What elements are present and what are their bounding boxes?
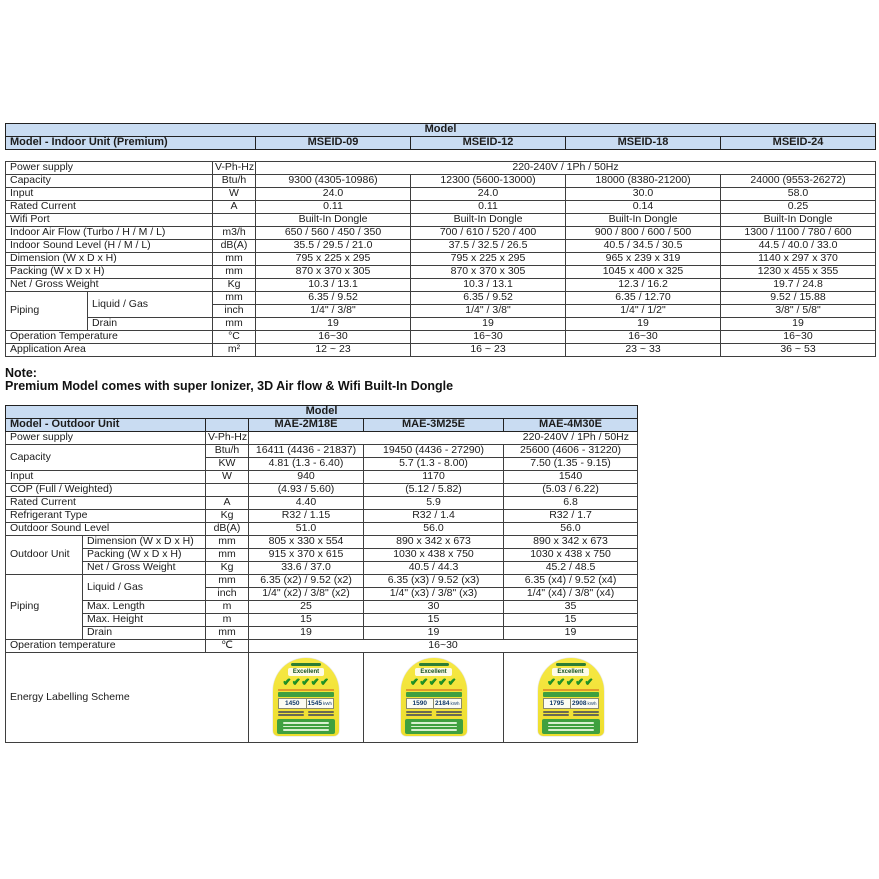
energy-label-cell bbox=[504, 652, 638, 742]
spec-value: 45.2 / 48.5 bbox=[504, 561, 638, 574]
spec-label: Application Area bbox=[6, 343, 213, 356]
spec-value: 795 x 225 x 295 bbox=[411, 252, 566, 265]
spec-group-label: Piping bbox=[6, 574, 83, 639]
indoor-model-name: MSEID-18 bbox=[566, 136, 721, 149]
spec-value: 12 ~ 23 bbox=[256, 343, 411, 356]
spec-value: 15 bbox=[504, 613, 638, 626]
spec-sublabel: Liquid / Gas bbox=[83, 574, 206, 600]
spec-value: 16411 (4436 - 21837) bbox=[249, 444, 364, 457]
indoor-model-name: MSEID-24 bbox=[721, 136, 876, 149]
table-row bbox=[6, 535, 638, 548]
sticker-band bbox=[406, 692, 462, 697]
sticker-consumption bbox=[406, 698, 462, 709]
spec-value: 6.8 bbox=[504, 496, 638, 509]
spec-sublabel: Max. Length bbox=[83, 600, 206, 613]
spec-value: 24000 (9553-26272) bbox=[721, 174, 876, 187]
spec-unit: inch bbox=[206, 587, 249, 600]
spec-value: 650 / 560 / 450 / 350 bbox=[256, 226, 411, 239]
table-row bbox=[6, 187, 876, 200]
spec-value: 24.0 bbox=[256, 187, 411, 200]
spec-value: 6.35 (x4) / 9.52 (x4) bbox=[504, 574, 638, 587]
spec-label: Input bbox=[6, 470, 206, 483]
spec-value: Built-In Dongle bbox=[256, 213, 411, 226]
indoor-header-table bbox=[5, 123, 876, 150]
spec-value: 1030 x 438 x 750 bbox=[504, 548, 638, 561]
spec-value: 44.5 / 40.0 / 33.0 bbox=[721, 239, 876, 252]
spec-value: 5.9 bbox=[364, 496, 504, 509]
spec-group-label: Piping bbox=[6, 291, 88, 330]
sticker-band bbox=[278, 689, 334, 691]
spec-value: 1/4" (x2) / 3/8" (x2) bbox=[249, 587, 364, 600]
spec-value: 6.35 (x2) / 9.52 (x2) bbox=[249, 574, 364, 587]
sticker-footer bbox=[542, 719, 600, 734]
table-row bbox=[6, 343, 876, 356]
sticker-fine-print bbox=[406, 711, 462, 717]
spec-sublabel: Drain bbox=[83, 626, 206, 639]
spec-value: 4.40 bbox=[249, 496, 364, 509]
spec-label: Capacity bbox=[6, 444, 206, 470]
spec-unit: mm bbox=[206, 574, 249, 587]
spec-unit: mm bbox=[213, 265, 256, 278]
outdoor-model-name: MAE-2M18E bbox=[249, 418, 364, 431]
spec-value: 1030 x 438 x 750 bbox=[364, 548, 504, 561]
spec-value: (5.12 / 5.82) bbox=[364, 483, 504, 496]
table-row bbox=[6, 239, 876, 252]
outdoor-table-title: Model - Outdoor Unit bbox=[6, 418, 206, 431]
spec-value: 870 x 370 x 305 bbox=[411, 265, 566, 278]
spec-unit: mm bbox=[213, 252, 256, 265]
spec-value: 25600 (4606 - 31220) bbox=[504, 444, 638, 457]
spec-unit: m bbox=[206, 600, 249, 613]
note bbox=[5, 367, 879, 393]
spec-unit: dB(A) bbox=[213, 239, 256, 252]
spec-value: 36 ~ 53 bbox=[721, 343, 876, 356]
sticker-value: 2908 kWh bbox=[572, 700, 597, 708]
spec-unit: m² bbox=[213, 343, 256, 356]
spec-unit: Kg bbox=[213, 278, 256, 291]
spec-value: 15 bbox=[249, 613, 364, 626]
energy-sticker bbox=[273, 658, 339, 736]
table-row bbox=[6, 626, 638, 639]
spec-unit: Kg bbox=[206, 561, 249, 574]
spec-value: 9.52 / 15.88 bbox=[721, 291, 876, 304]
spec-label: Refrigerant Type bbox=[6, 509, 206, 522]
spec-value: 890 x 342 x 673 bbox=[364, 535, 504, 548]
unit-header-cell bbox=[206, 418, 249, 431]
sticker-fine-print bbox=[278, 711, 334, 717]
spec-label: Operation temperature bbox=[6, 639, 206, 652]
spec-value: 18000 (8380-21200) bbox=[566, 174, 721, 187]
sticker-footer bbox=[405, 719, 463, 734]
spec-value: 1/4" (x4) / 3/8" (x4) bbox=[504, 587, 638, 600]
table-row bbox=[6, 405, 638, 418]
spec-value: 40.5 / 34.5 / 30.5 bbox=[566, 239, 721, 252]
spec-value: 6.35 / 9.52 bbox=[411, 291, 566, 304]
sticker-band bbox=[278, 692, 334, 697]
spec-value: 12.3 / 16.2 bbox=[566, 278, 721, 291]
table-row bbox=[6, 639, 638, 652]
spec-value: 1300 / 1100 / 780 / 600 bbox=[721, 226, 876, 239]
spec-value: (4.93 / 5.60) bbox=[249, 483, 364, 496]
sticker-consumption bbox=[543, 698, 599, 709]
table-row bbox=[6, 561, 638, 574]
spec-value: 25 bbox=[249, 600, 364, 613]
spec-value: 220-240V / 1Ph / 50Hz bbox=[256, 161, 876, 174]
spec-value: 1/4" (x3) / 3/8" (x3) bbox=[364, 587, 504, 600]
spec-value: R32 / 1.15 bbox=[249, 509, 364, 522]
spec-unit: inch bbox=[213, 304, 256, 317]
spec-value: 0.14 bbox=[566, 200, 721, 213]
spec-value: 16 ~ 23 bbox=[411, 343, 566, 356]
sticker-consumption bbox=[278, 698, 334, 709]
spec-value: 1/4" / 1/2" bbox=[566, 304, 721, 317]
table-row bbox=[6, 330, 876, 343]
spec-value: 0.25 bbox=[721, 200, 876, 213]
sticker-footer bbox=[277, 719, 335, 734]
table-row bbox=[6, 574, 638, 587]
spec-value: 16~30 bbox=[256, 330, 411, 343]
spec-value: 19 bbox=[364, 626, 504, 639]
spec-unit: dB(A) bbox=[206, 522, 249, 535]
spec-label: Power supply bbox=[6, 431, 206, 444]
sticker-fine-print bbox=[543, 711, 599, 717]
spec-value: 940 bbox=[249, 470, 364, 483]
spec-value: 16~30 bbox=[566, 330, 721, 343]
check-icons: ✔✔✔✔✔ bbox=[282, 677, 330, 689]
table-row bbox=[6, 652, 638, 742]
spec-value: 1140 x 297 x 370 bbox=[721, 252, 876, 265]
spec-value: 35.5 / 29.5 / 21.0 bbox=[256, 239, 411, 252]
table-row bbox=[6, 483, 638, 496]
spec-value: Built-In Dongle bbox=[411, 213, 566, 226]
spec-value: 16~30 bbox=[249, 639, 638, 652]
spec-label: Capacity bbox=[6, 174, 213, 187]
indoor-spec-table bbox=[5, 161, 876, 357]
spec-value: 965 x 239 x 319 bbox=[566, 252, 721, 265]
spec-value: 40.5 / 44.3 bbox=[364, 561, 504, 574]
spec-label: Dimension (W x D x H) bbox=[6, 252, 213, 265]
table-row bbox=[6, 200, 876, 213]
sticker-rating-text: Excellent bbox=[288, 668, 324, 676]
spec-sublabel: Net / Gross Weight bbox=[83, 561, 206, 574]
table-row bbox=[6, 124, 876, 137]
table-row bbox=[6, 265, 876, 278]
spec-value: 1540 bbox=[504, 470, 638, 483]
sticker-header-text bbox=[291, 663, 321, 666]
spec-value: 19.7 / 24.8 bbox=[721, 278, 876, 291]
spec-sublabel: Drain bbox=[88, 317, 213, 330]
energy-sticker bbox=[401, 658, 467, 736]
spec-unit bbox=[213, 213, 256, 226]
spec-label: Packing (W x D x H) bbox=[6, 265, 213, 278]
sticker-band bbox=[543, 689, 599, 691]
sticker-value: 2184 kWh bbox=[435, 700, 460, 708]
spec-value: 5.7 (1.3 - 8.00) bbox=[364, 457, 504, 470]
spec-value: 19 bbox=[504, 626, 638, 639]
spec-label: Operation Temperature bbox=[6, 330, 213, 343]
table-row bbox=[6, 509, 638, 522]
table-row bbox=[6, 418, 638, 431]
spec-label: Rated Current bbox=[6, 200, 213, 213]
note-title: Note: bbox=[5, 365, 37, 380]
table-row bbox=[6, 291, 876, 304]
table-row bbox=[6, 278, 876, 291]
spec-value: 10.3 / 13.1 bbox=[256, 278, 411, 291]
spec-unit: mm bbox=[206, 626, 249, 639]
spec-unit: Btu/h bbox=[206, 444, 249, 457]
spec-value: 23 ~ 33 bbox=[566, 343, 721, 356]
spec-value: 16~30 bbox=[411, 330, 566, 343]
spec-unit: mm bbox=[206, 535, 249, 548]
indoor-model-name: MSEID-12 bbox=[411, 136, 566, 149]
spec-value: 19 bbox=[249, 626, 364, 639]
spec-value: 220-240V / 1Ph / 50Hz bbox=[249, 431, 638, 444]
check-icons: ✔✔✔✔✔ bbox=[547, 677, 594, 689]
spec-label: Outdoor Sound Level bbox=[6, 522, 206, 535]
spec-value: R32 / 1.4 bbox=[364, 509, 504, 522]
sticker-band bbox=[406, 689, 462, 691]
spec-sublabel: Max. Height bbox=[83, 613, 206, 626]
spec-value: Built-In Dongle bbox=[721, 213, 876, 226]
spec-unit: Btu/h bbox=[213, 174, 256, 187]
table-row bbox=[6, 431, 638, 444]
spec-value: 15 bbox=[364, 613, 504, 626]
spec-group-label: Outdoor Unit bbox=[6, 535, 83, 574]
spec-unit: A bbox=[206, 496, 249, 509]
spec-value: Built-In Dongle bbox=[566, 213, 721, 226]
spec-unit: mm bbox=[213, 317, 256, 330]
spec-label: Rated Current bbox=[6, 496, 206, 509]
spec-value: 56.0 bbox=[504, 522, 638, 535]
energy-label-cell bbox=[249, 652, 364, 742]
outdoor-model-name: MAE-3M25E bbox=[364, 418, 504, 431]
spec-value: 56.0 bbox=[364, 522, 504, 535]
spec-value: 24.0 bbox=[411, 187, 566, 200]
spec-value: 19450 (4436 - 27290) bbox=[364, 444, 504, 457]
spec-sublabel: Packing (W x D x H) bbox=[83, 548, 206, 561]
sticker-rating-text: Excellent bbox=[415, 668, 451, 676]
spec-unit: V-Ph-Hz bbox=[213, 161, 256, 174]
spec-value: R32 / 1.7 bbox=[504, 509, 638, 522]
table-row bbox=[6, 470, 638, 483]
energy-label-cell bbox=[364, 652, 504, 742]
spec-value: 58.0 bbox=[721, 187, 876, 200]
spec-value: 915 x 370 x 615 bbox=[249, 548, 364, 561]
spec-value: 1045 x 400 x 325 bbox=[566, 265, 721, 278]
energy-label: Energy Labelling Scheme bbox=[6, 652, 249, 742]
table-row bbox=[6, 226, 876, 239]
sticker-header-text bbox=[419, 663, 449, 666]
spec-unit: °C bbox=[213, 330, 256, 343]
spec-sublabel: Dimension (W x D x H) bbox=[83, 535, 206, 548]
check-icons: ✔✔✔✔✔ bbox=[410, 677, 457, 689]
spec-label: Indoor Air Flow (Turbo / H / M / L) bbox=[6, 226, 213, 239]
spec-value: 700 / 610 / 520 / 400 bbox=[411, 226, 566, 239]
spec-value: 9300 (4305-10986) bbox=[256, 174, 411, 187]
spec-value: 6.35 / 9.52 bbox=[256, 291, 411, 304]
spec-unit: m3/h bbox=[213, 226, 256, 239]
table-row bbox=[6, 522, 638, 535]
spec-label: Indoor Sound Level (H / M / L) bbox=[6, 239, 213, 252]
note-body: Premium Model comes with super Ionizer, 3D Air flow & Wifi Built-In Dongle bbox=[5, 378, 454, 393]
table-row bbox=[6, 213, 876, 226]
spec-unit: mm bbox=[213, 291, 256, 304]
indoor-model-name: MSEID-09 bbox=[256, 136, 411, 149]
spec-value: 1/4" / 3/8" bbox=[256, 304, 411, 317]
spec-value: 19 bbox=[721, 317, 876, 330]
spec-unit: m bbox=[206, 613, 249, 626]
sticker-band bbox=[543, 692, 599, 697]
spec-value: 1230 x 455 x 355 bbox=[721, 265, 876, 278]
spec-value: 37.5 / 32.5 / 26.5 bbox=[411, 239, 566, 252]
spec-unit: W bbox=[213, 187, 256, 200]
spec-value: 900 / 800 / 600 / 500 bbox=[566, 226, 721, 239]
table-row bbox=[6, 496, 638, 509]
spec-unit bbox=[206, 483, 249, 496]
spec-value: 16~30 bbox=[721, 330, 876, 343]
table-row bbox=[6, 161, 876, 174]
spec-sublabel: Liquid / Gas bbox=[88, 291, 213, 317]
spec-value: 870 x 370 x 305 bbox=[256, 265, 411, 278]
spec-label: Input bbox=[6, 187, 213, 200]
spec-value: 1170 bbox=[364, 470, 504, 483]
spec-value: 6.35 / 12.70 bbox=[566, 291, 721, 304]
table-row bbox=[6, 613, 638, 626]
indoor-table-title: Model - Indoor Unit (Premium) bbox=[6, 136, 256, 149]
sticker-header-text bbox=[556, 663, 586, 666]
spec-unit: KW bbox=[206, 457, 249, 470]
spec-value: 19 bbox=[256, 317, 411, 330]
table-row bbox=[6, 252, 876, 265]
spec-unit: W bbox=[206, 470, 249, 483]
spec-value: 30.0 bbox=[566, 187, 721, 200]
spec-unit: A bbox=[213, 200, 256, 213]
spec-value: 7.50 (1.35 - 9.15) bbox=[504, 457, 638, 470]
spec-value: 19 bbox=[411, 317, 566, 330]
spec-label: Wifi Port bbox=[6, 213, 213, 226]
sticker-value: 1545 kWh bbox=[307, 700, 332, 708]
spec-value: 890 x 342 x 673 bbox=[504, 535, 638, 548]
spec-value: 1/4" / 3/8" bbox=[411, 304, 566, 317]
spec-unit: V-Ph-Hz bbox=[206, 431, 249, 444]
table-row bbox=[6, 444, 638, 457]
spec-unit: ℃ bbox=[206, 639, 249, 652]
spec-label: Power supply bbox=[6, 161, 213, 174]
spec-value: (5.03 / 6.22) bbox=[504, 483, 638, 496]
spec-label: Net / Gross Weight bbox=[6, 278, 213, 291]
spec-value: 51.0 bbox=[249, 522, 364, 535]
indoor-model-header: Model bbox=[6, 124, 876, 137]
outdoor-spec-table bbox=[5, 405, 638, 743]
sticker-unit: kWh bbox=[322, 701, 332, 707]
sticker-value: 1450 bbox=[279, 699, 307, 708]
spec-value: 0.11 bbox=[411, 200, 566, 213]
table-row bbox=[6, 317, 876, 330]
sticker-unit: kWh bbox=[587, 701, 597, 707]
spec-value: 10.3 / 13.1 bbox=[411, 278, 566, 291]
table-row bbox=[6, 600, 638, 613]
spec-unit: Kg bbox=[206, 509, 249, 522]
spec-unit: mm bbox=[206, 548, 249, 561]
sticker-rating-text: Excellent bbox=[552, 668, 588, 676]
spec-value: 4.81 (1.3 - 6.40) bbox=[249, 457, 364, 470]
spec-value: 12300 (5600-13000) bbox=[411, 174, 566, 187]
sticker-value: 1795 bbox=[544, 699, 572, 708]
table-row bbox=[6, 174, 876, 187]
table-row bbox=[6, 136, 876, 149]
spec-value: 3/8" / 5/8" bbox=[721, 304, 876, 317]
outdoor-model-header: Model bbox=[6, 405, 638, 418]
table-row bbox=[6, 548, 638, 561]
outdoor-model-name: MAE-4M30E bbox=[504, 418, 638, 431]
spec-value: 795 x 225 x 295 bbox=[256, 252, 411, 265]
spec-value: 0.11 bbox=[256, 200, 411, 213]
sticker-value: 1590 bbox=[407, 699, 435, 708]
spec-value: 35 bbox=[504, 600, 638, 613]
energy-sticker bbox=[538, 658, 604, 736]
spec-value: 33.6 / 37.0 bbox=[249, 561, 364, 574]
spec-value: 805 x 330 x 554 bbox=[249, 535, 364, 548]
spec-label: COP (Full / Weighted) bbox=[6, 483, 206, 496]
sticker-unit: kWh bbox=[450, 701, 460, 707]
spec-value: 19 bbox=[566, 317, 721, 330]
spec-value: 30 bbox=[364, 600, 504, 613]
spec-value: 6.35 (x3) / 9.52 (x3) bbox=[364, 574, 504, 587]
